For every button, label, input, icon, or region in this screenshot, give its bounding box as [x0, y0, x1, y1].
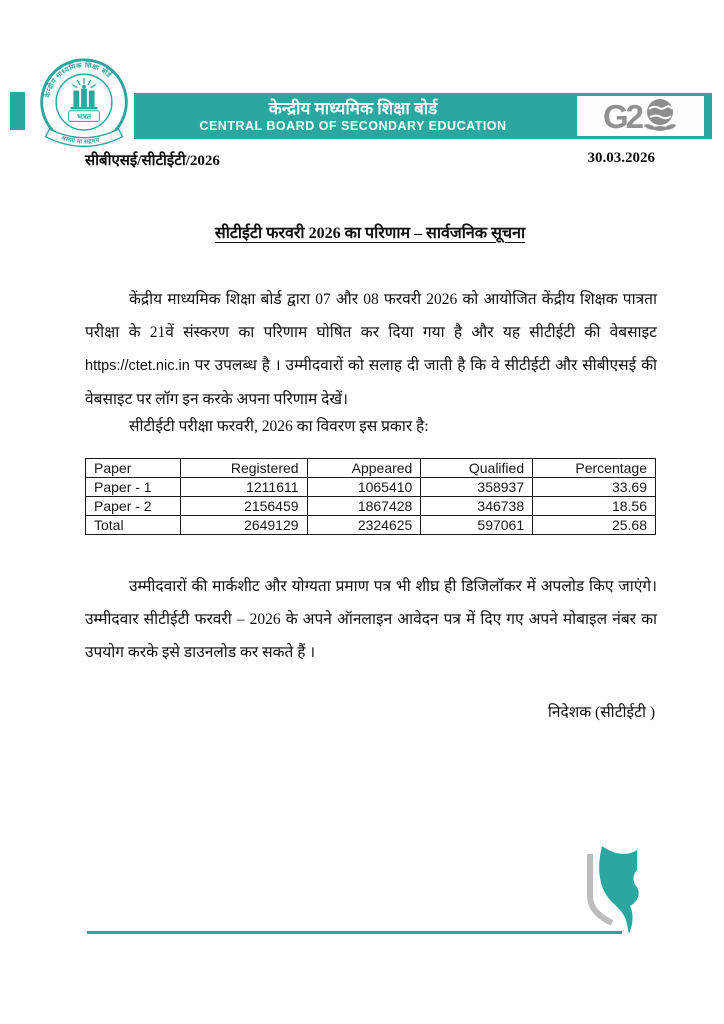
notice-date: 30.03.2026: [587, 150, 655, 166]
logo-bharat-text: भारत: [77, 112, 91, 121]
signature: निदेशक (सीटीईटी ): [547, 704, 655, 721]
table-intro: सीटीईटी परीक्षा फरवरी, 2026 का विवरण इस प्रकार है:: [129, 418, 429, 435]
cbse-logo: [34, 52, 134, 163]
table-row-total: Total 2649129 2324625 597061 25.68: [86, 516, 656, 535]
g20-logo: [577, 96, 704, 136]
table-row: Paper - 1 1211611 1065410 358937 33.69: [86, 478, 656, 497]
logo-ring-text: केन्द्रीय माध्यमिक शिक्षा बोर्ड: [44, 62, 113, 99]
col-paper: Paper: [86, 459, 181, 478]
cbse-emblem-icon: [34, 52, 134, 158]
banner-title-english: CENTRAL BOARD OF SECONDARY EDUCATION: [199, 118, 507, 133]
results-table: [85, 458, 656, 535]
banner-title-hindi: केन्द्रीय माध्यमिक शिक्षा बोर्ड: [268, 98, 438, 118]
col-percentage: Percentage: [533, 459, 656, 478]
logo-motto-text: असतो मा सद्गमय: [60, 135, 101, 146]
teal-accent-bar: [10, 92, 25, 130]
col-qualified: Qualified: [421, 459, 533, 478]
paragraph-1: केंद्रीय माध्यमिक शिक्षा बोर्ड द्वारा 07 और 08 फरवरी 2026 को आयोजित केंद्रीय शिक्षक पात्रता परीक्षा के 21वें संस्करण का परिणाम घोषित कर दिया गया है और यह सीटीईटी की वेबसाइट https://ctet.nic.in पर उपलब्ध है । उम्मीदवारों को सलाह दी जाती है कि वे सीटीईटी और सीबीएसई की वेबसाइट पर लॉग इन करके अपना परिणाम देखें।: [85, 291, 657, 408]
ref-number: सीबीएसई/सीटीईटी/2026: [85, 153, 220, 169]
g20-text: G2: [602, 97, 642, 135]
book-logo: [570, 846, 648, 941]
col-registered: Registered: [180, 459, 307, 478]
col-appeared: Appeared: [307, 459, 421, 478]
ctet-url: https://ctet.nic.in: [85, 358, 190, 374]
globe-icon: [642, 97, 678, 135]
notice-title: सीटीईटी फरवरी 2026 का परिणाम – सार्वजनिक सूचना: [214, 225, 526, 242]
header-banner: [134, 93, 712, 139]
footer-rule: [87, 931, 622, 934]
book-flame-icon: [570, 846, 648, 936]
table-row: Paper - 2 2156459 1867428 346738 18.56: [86, 497, 656, 516]
table-header-row: [86, 459, 656, 478]
reference-row: [85, 150, 655, 170]
paragraph-2: उम्मीदवारों की मार्कशीट और योग्यता प्रमाण पत्र भी शीघ्र ही डिजिलॉकर में अपलोड किए जाएंगे। उम्मीदवार सीटीईटी फरवरी – 2026 के अपने ऑनलाइन आवेदन पत्र में दिए गए अपने मोबाइल नंबर का उपयोग करके इसे डाउनलोड कर सकते हैं ।: [85, 578, 657, 661]
